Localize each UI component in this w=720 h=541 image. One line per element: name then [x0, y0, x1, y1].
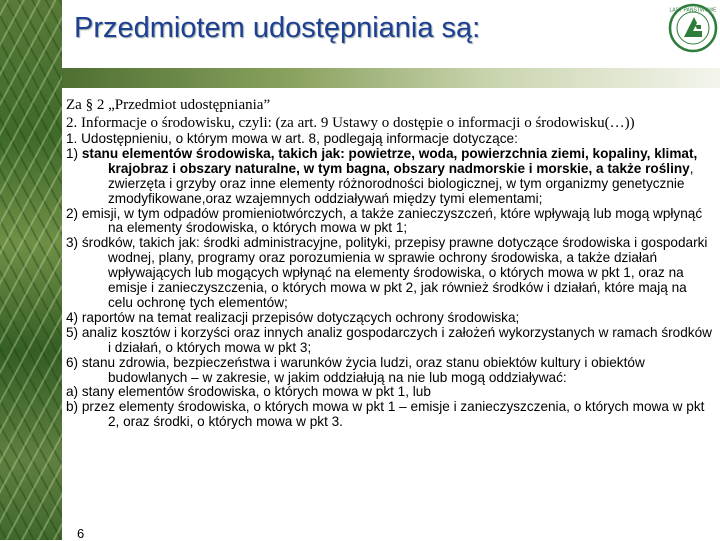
list-item-b: b) przez elementy środowiska, o których mowa w pkt 1 – emisje i zanieczyszczenia, o których mowa w pkt 2, oraz środki, o których mowa w pkt 3.	[66, 399, 705, 430]
list-item-5: 5) analiz kosztów i korzyści oraz innych analiz gospodarczych i założeń wykorzystanych w ramach środków i działań, o których mowa w pkt 3;	[66, 324, 712, 355]
slide-content	[66, 96, 714, 430]
list-item-1-prefix: 1)	[66, 145, 82, 161]
list-item-6: 6) stanu zdrowia, bezpieczeństwa i warunków życia ludzi, oraz stanu obiektów kultury i obiektów budowlanych – w zakresie, w jakim oddziałują na nie lub mogą oddziaływać:	[66, 354, 645, 385]
list-item-2: 2) emisji, w tym odpadów promieniotwórczych, a także zanieczyszczeń, które wpływają lub mogą wpłynąć na elementy środowiska, o których mowa w pkt 1;	[66, 205, 703, 236]
list-item-1-bold: stanu elementów środowiska, takich jak: powietrze, woda, powierzchnia ziemi, kopaliny, klimat, krajobraz i obszary naturalne, w tym bagna, obszary nadmorskie i morskie, a także rośliny	[81, 145, 698, 176]
heading-environment-info: 2. Informacje o środowisku, czyli: (za art. 9 Ustawy o dostępie o informacji o środowisku(…))	[66, 115, 635, 131]
title-gradient-bar	[62, 68, 720, 88]
lasy-panstwowe-logo	[668, 3, 718, 53]
list-item-1	[66, 147, 714, 207]
list-item-a: a) stany elementów środowiska, o których mowa w pkt 1, lub	[66, 384, 431, 400]
list-item-3: 3) środków, takich jak: środki administracyjne, polityki, przepisy prawne dotyczące środowiska i gospodarki wodnej, plany, programy oraz porozumienia w sprawie ochrony środowiska, a także działań wpływających lub mogących wpłynąć na elementy środowiska, o których mowa w pkt 1, oraz na emisje i zanieczyszczenia, o których mowa w pkt 2, jak również środków i działań, które mają na celu ochronę tych elementów;	[66, 235, 708, 310]
page-number: 6	[77, 526, 85, 541]
heading-paragraph-ref: Za § 2 „Przedmiot udostępniania”	[66, 97, 271, 113]
list-item-4: 4) raportów na temat realizacji przepisów dotyczących ochrony środowiska;	[66, 309, 520, 325]
intro-text: 1. Udostępnieniu, o którym mowa w art. 8, podlegają informacje dotyczące:	[66, 131, 518, 146]
pine-needle-background	[0, 0, 62, 540]
list-item-1-rest: , zwierzęta i grzyby oraz inne elementy różnorodności biologicznej, w tym organizmy genetycznie zmodyfikowane,oraz wzajemnych oddziaływań między tymi elementami;	[108, 160, 694, 206]
slide-title: Przedmiotem udostępniania są:	[74, 12, 481, 44]
logo-text: LASY PAŃSTWOWE	[669, 7, 717, 14]
